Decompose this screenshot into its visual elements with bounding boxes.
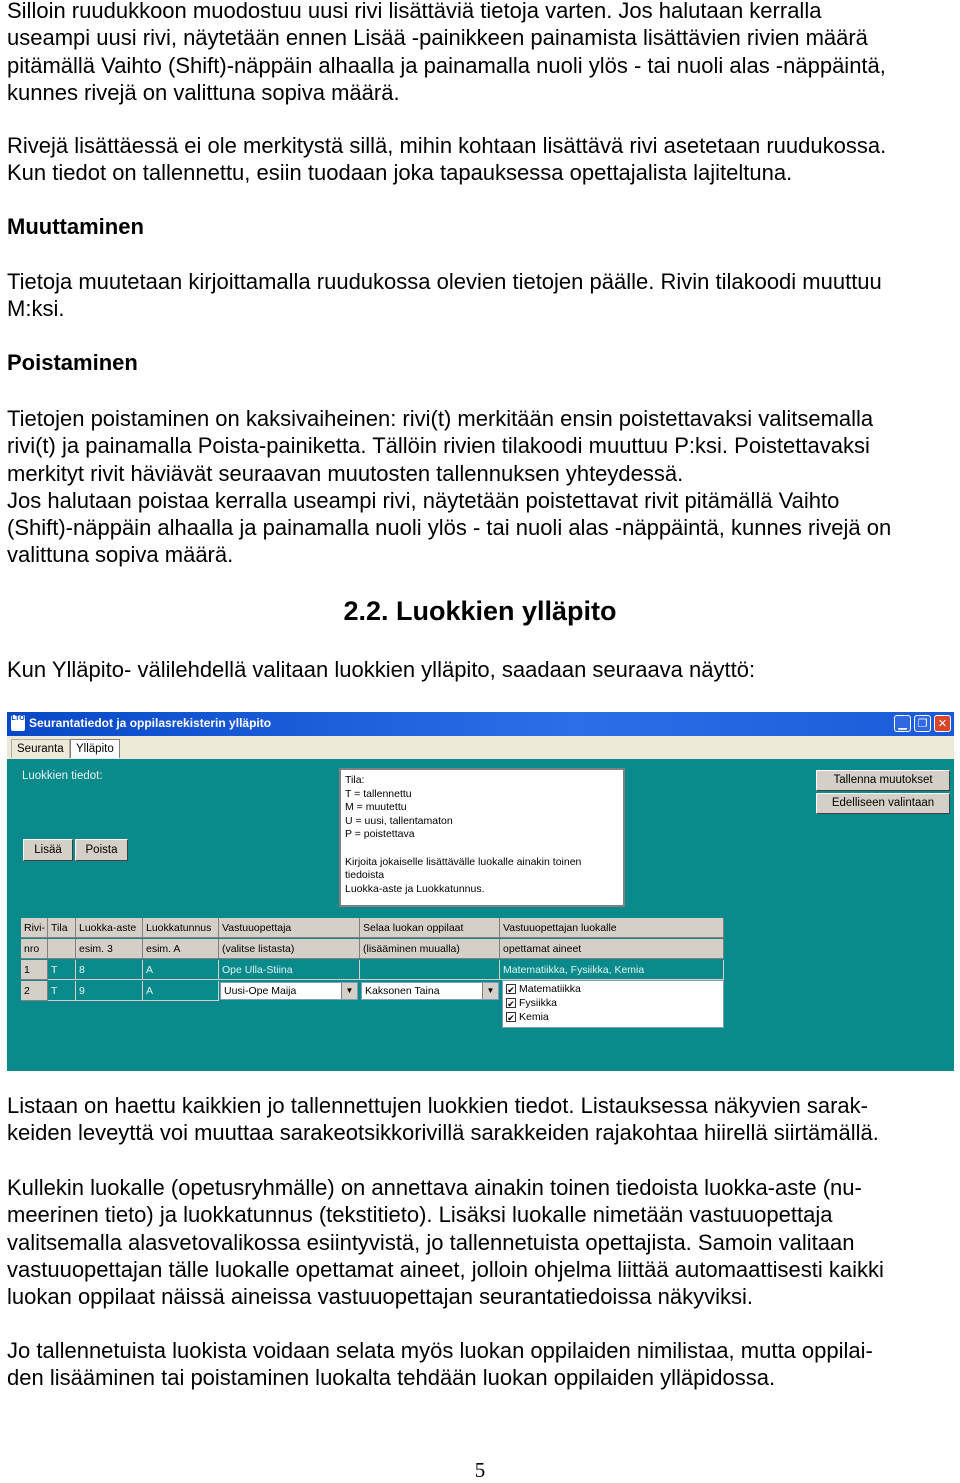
tab-seuranta[interactable]: Seuranta [11, 739, 70, 758]
hint-cell: esim. 3 [76, 939, 143, 959]
intro-paragraph-2: Rivejä lisättäessä ei ole merkitystä sillä, mihin kohtaan lisättävä rivi asetetaan ruudukossa. Kun tiedot on tallennettu, esiin tuodaan joka tapauksessa opettajalista lajiteltuna. [7, 133, 887, 186]
subject-label: Kemia [519, 1011, 549, 1023]
col-header-luokkatunnus[interactable]: Luokkatunnus [143, 918, 219, 938]
checkbox-checked-icon[interactable]: ✔ [507, 999, 515, 1010]
hint-cell: opettamat aineet [500, 939, 724, 959]
teacher-dropdown-value: Uusi-Ope Maija [224, 985, 297, 997]
row-students[interactable] [360, 960, 500, 980]
row-grade[interactable]: 8 [76, 960, 143, 980]
chevron-down-icon[interactable]: ▼ [482, 983, 498, 999]
add-button[interactable]: Lisää [23, 839, 73, 861]
legend-line: P = poistettava [345, 828, 415, 841]
teacher-dropdown[interactable] [220, 982, 358, 1000]
hint-cell: esim. A [143, 939, 219, 959]
legend-spacer [345, 842, 619, 856]
tab-yllapito[interactable]: Ylläpito [70, 739, 120, 758]
hint-cell: (valitse listasta) [219, 939, 360, 959]
row-grade[interactable]: 9 [76, 981, 143, 1001]
subjects-checklist[interactable] [502, 980, 724, 1028]
row-number[interactable]: 1 [21, 960, 48, 980]
hint-cell [48, 939, 76, 959]
poistaminen-text: Tietojen poistaminen on kaksivaiheinen: rivi(t) merkitään ensin poistettavaksi valitsemalla rivi(t) ja painamalla Poista-painiketta. Tällöin rivien tilakoodi muuttuu P:ksi. Poistettavaksi merkityt rivit häviävät seuraavan muutosten tallennuksen yhteydessä. Jos halutaan poistaa kerralla useampi rivi, näytetään poistettavat rivit pitämällä Vaihto (Shift)-näppäin alhaalla ja painamalla nuoli ylös - tai nuoli alas -näppäintä, kunnes rivejä on valittuna sopiva määrä. [7, 406, 892, 568]
subject-option[interactable] [503, 1010, 723, 1024]
row-status: T [48, 981, 76, 1001]
revert-selection-button[interactable]: Edelliseen valintaan [816, 793, 950, 814]
after-paragraph-3: Jo tallennetuista luokista voidaan selata myös luokan oppilaiden nimilistaa, mutta oppilai- den lisääminen tai poistaminen luokalta tehdään luokan oppilaiden ylläpidossa. [7, 1338, 873, 1391]
students-dropdown-value: Kaksonen Taina [365, 985, 440, 997]
subject-option[interactable] [503, 982, 723, 996]
col-header-tila[interactable]: Tila [48, 918, 76, 938]
after-paragraph-2: Kullekin luokalle (opetusryhmälle) on annettava ainakin toinen tiedoista luokka-aste (nu- meerinen tieto) ja luokkatunnus (tekstitieto). Lisäksi luokalle nimetään vastuuopettaja valitsemalla alasvetovalikossa esiintyvistä, jo tallennetuista opettajista. Samoin valitaan vastuuopettajan tälle luokalle opettamat aineet, jolloin ohjelma liittää automaattisesti kaikki luokan oppilaat näissä aineissa vastuuopettajan seurantatiedoissa näkyviksi. [7, 1175, 884, 1310]
hint-cell: nro [21, 939, 48, 959]
checkbox-checked-icon[interactable]: ✔ [507, 985, 515, 996]
legend-line: T = tallennettu [345, 787, 412, 800]
window-title: Seurantatiedot ja oppilasrekisterin ylläpito [29, 716, 272, 730]
legend-line: U = uusi, tallentamaton [345, 814, 453, 827]
muuttaminen-text: Tietoja muutetaan kirjoittamalla ruudukossa olevien tietojen päälle. Rivin tilakoodi muuttuu M:ksi. [7, 269, 882, 322]
heading-muuttaminen: Muuttaminen [7, 214, 144, 239]
after-paragraph-1: Listaan on haettu kaikkien jo tallennettujen luokkien tiedot. Listauksessa näkyvien sarak- keiden leveyttä voi muuttaa sarakeotsikkorivillä sarakkeiden rajakohtaa hiirellä siirtämällä. [7, 1093, 879, 1146]
intro-paragraph-1: Silloin ruudukkoon muodostuu uusi rivi lisättäviä tietoja varten. Jos halutaan kerralla useampi uusi rivi, näytetään ennen Lisää -painikkeen painamista lisättävien rivien määrä pitämällä Vaihto (Shift)-näppäin alhaalla ja painamalla nuoli ylös - tai nuoli alas -näppäintä, kunnes rivejä on valittuna sopiva määrä. [7, 0, 886, 105]
minimize-icon[interactable]: ▁ [894, 715, 911, 732]
row-class-code[interactable]: A [143, 960, 219, 980]
status-legend [339, 768, 625, 907]
students-dropdown[interactable] [361, 982, 499, 1000]
section-label: Luokkien tiedot: [22, 770, 103, 782]
legend-line: tiedoista [345, 869, 385, 882]
col-header-luokka-aste[interactable]: Luokka-aste [76, 918, 143, 938]
row-number[interactable]: 2 [21, 981, 48, 1001]
save-changes-button[interactable]: Tallenna muutokset [816, 770, 950, 791]
close-icon[interactable]: ✕ [934, 715, 951, 732]
subject-label: Matematiikka [519, 983, 581, 995]
row-subjects[interactable]: Matematiikka, Fysiikka, Kemia [500, 960, 724, 980]
col-header-selaa-oppilaat[interactable]: Selaa luokan oppilaat [360, 918, 500, 938]
app-logo-icon: LTO [11, 715, 25, 731]
legend-line: Luokka-aste ja Luokkatunnus. [345, 882, 485, 895]
subject-option[interactable] [503, 996, 723, 1010]
legend-line: Tila: [345, 774, 365, 786]
subject-label: Fysiikka [519, 997, 557, 1009]
row-class-code[interactable]: A [143, 981, 219, 1001]
title-bar [7, 712, 954, 736]
section-heading: 2.2. Luokkien ylläpito [343, 596, 617, 626]
section-intro: Kun Ylläpito- välilehdellä valitaan luokkien ylläpito, saadaan seuraava näyttö: [7, 657, 756, 682]
chevron-down-icon[interactable]: ▼ [341, 983, 357, 999]
heading-poistaminen: Poistaminen [7, 350, 138, 375]
col-header-aineet[interactable]: Vastuuopettajan luokalle [500, 918, 724, 938]
legend-line: Kirjoita jokaiselle lisättävälle luokalle ainakin toinen [345, 855, 582, 868]
page-number: 5 [474, 1458, 486, 1482]
row-teacher[interactable]: Ope Ulla-Stiina [219, 960, 360, 980]
checkbox-checked-icon[interactable]: ✔ [507, 1013, 515, 1024]
tab-strip [7, 736, 954, 759]
hint-cell: (lisääminen muualla) [360, 939, 500, 959]
delete-button[interactable]: Poista [75, 839, 128, 861]
restore-icon[interactable]: ❐ [914, 715, 931, 732]
row-status: T [48, 960, 76, 980]
col-header-rivi[interactable]: Rivi- [21, 918, 48, 938]
col-header-vastuuopettaja[interactable]: Vastuuopettaja [219, 918, 360, 938]
app-window [7, 712, 954, 1071]
legend-line: M = muutettu [345, 801, 407, 814]
